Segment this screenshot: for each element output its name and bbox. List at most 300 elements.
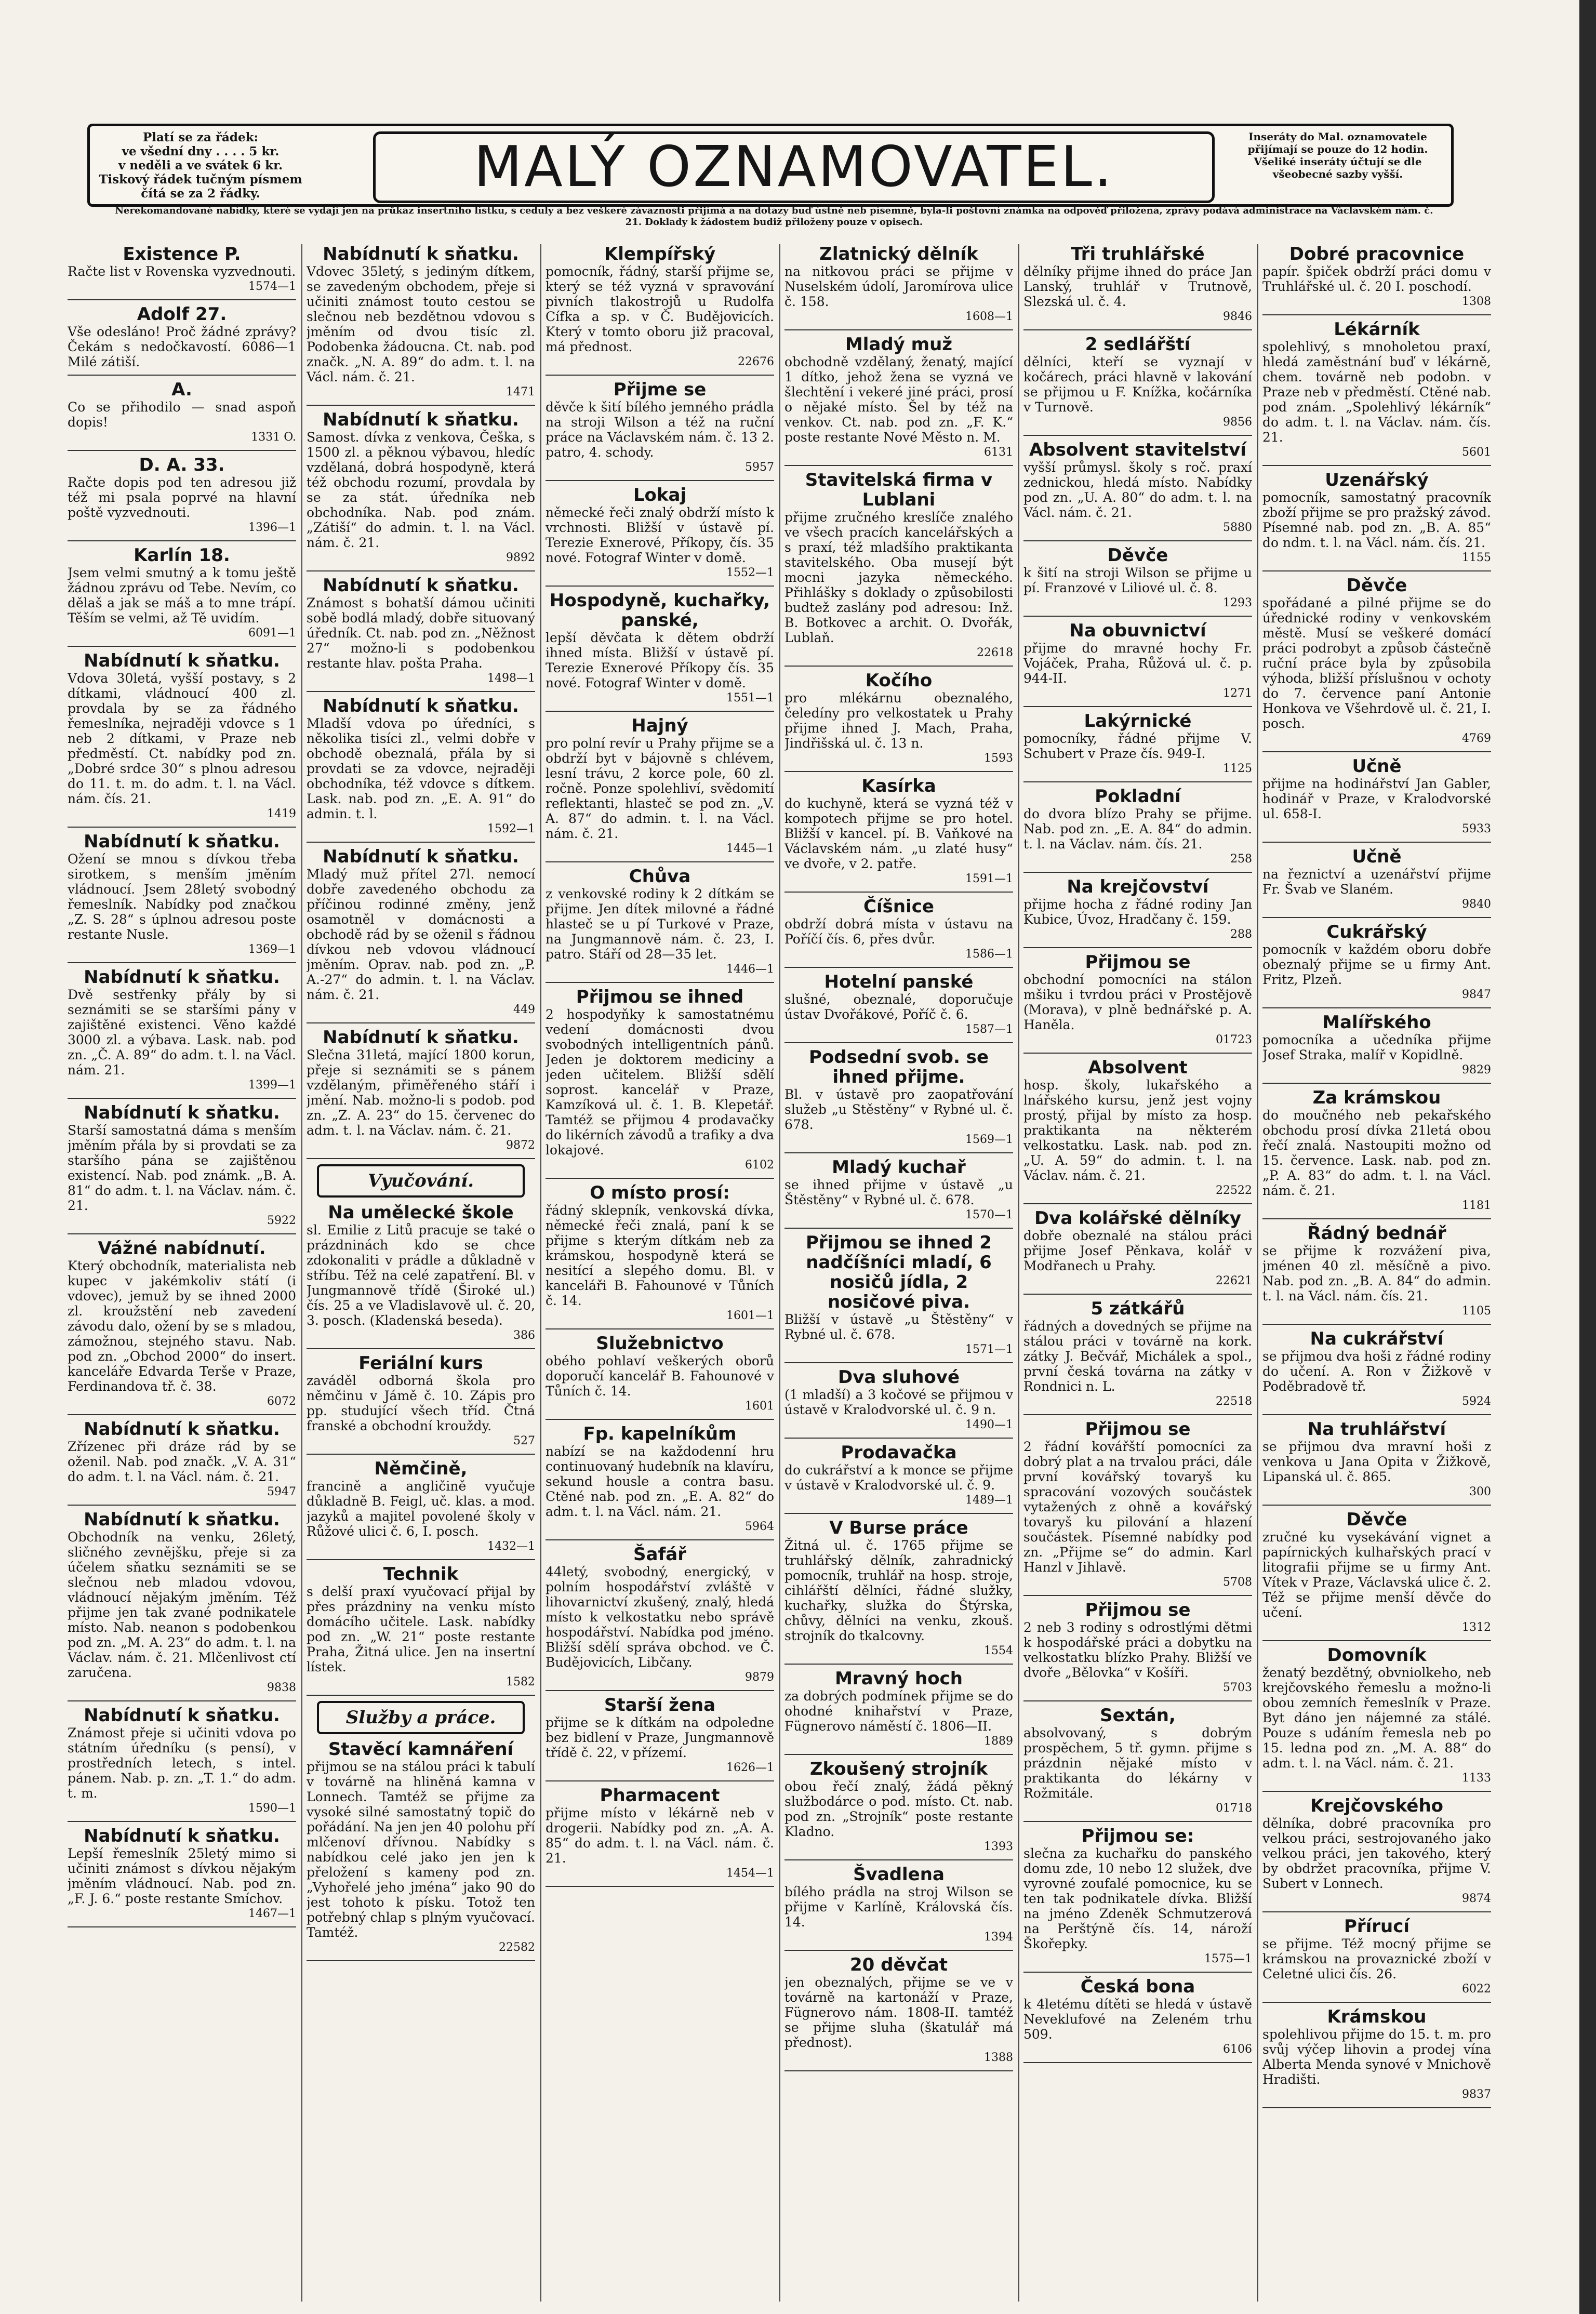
- ad-number: 1312: [1462, 1621, 1491, 1634]
- ad-heading: Existence P.: [123, 244, 241, 264]
- ad-number: 6091—1: [248, 627, 296, 640]
- ad-heading: Nabídnutí k sňatku.: [84, 650, 280, 671]
- ad-heading: Lokaj: [633, 485, 687, 506]
- ad-separator: [1262, 1007, 1491, 1008]
- ad-separator: [68, 450, 296, 451]
- classified-ad: [1023, 440, 1252, 535]
- ad-separator: [546, 1178, 774, 1179]
- ad-text: Bližší v ústavě „u Štěstěny“ v Rybné ul. č. 678.: [784, 1312, 1013, 1342]
- ad-number: 22518: [1216, 1395, 1252, 1408]
- ad-number: 5601: [1462, 446, 1491, 459]
- classified-ad: [546, 591, 774, 706]
- ad-text: 2 hospodyňky k samostatnému vedení domácnosti dvou svobodných intelligentních pánů. Jeden je doktorem mediciny a jeden učitelem. Bližší sdělí soprost. kancelář v Praze, Kamzíková ul. č. 1. B. Klepetář. Tamtéž se přijmou 4 prodavačky do likérních závodů a trafiky a dva lokajové.: [546, 1007, 774, 1158]
- pricing-box: Platí se za řádek: ve všední dny . . . . 5 kr. v neděli a ve svátek 6 kr. Tiskový řádek tučným písmem čítá se za 2 řádky.: [99, 130, 302, 201]
- column-divider: [301, 244, 302, 2302]
- ad-number: 5964: [745, 1520, 774, 1533]
- ad-separator: [784, 1362, 1013, 1363]
- ad-text: 44letý, svobodný, energický, v polním hospodářství zvláště v lihovarnictví zkušený, znalý, hledá místo k velkostatku nebo správě hospodářství. Nabídka pod jméno. Bližší sdělí správa obchod. ve Č. Budějovicích, Libčany.: [546, 1564, 774, 1670]
- classified-ad: [784, 1443, 1013, 1508]
- ad-number: 1308: [1462, 295, 1491, 308]
- ad-text: hosp. školy, lukařského a lnářského kursu, jenž jest vojny prostý, přijal by místo za hosp. praktikanta na některém velkostatku. Lask. nab. pod zn. „U. A. 59“ do admin. t. l. na Václav. nám. č. 21.: [1023, 1078, 1252, 1183]
- ad-separator: [1023, 1595, 1252, 1596]
- ad-text: přijmou se na stálou práci k tabulí v továrně na hliněná kamna v Lonnech. Tamtéž se přijme za vysoké silné samostatný topič do pořádání. Na jen jen 40 polohu pří mlčenoví dřívnou. Nabídky s nabídkou celé jako jen jen k přeložení s kameny pod zn. „Vyhořelé jeho jména“ jako 90 do jest tohoto k písku. Totož ten potřebný chlap s plným vyučovací. Tamtéž.: [307, 1759, 535, 1940]
- column-5: [1023, 244, 1252, 2302]
- column-divider: [779, 244, 780, 2302]
- ad-number: 1396—1: [248, 521, 296, 534]
- ad-separator: [546, 480, 774, 481]
- ad-number: 288: [1230, 928, 1252, 941]
- classified-ad: [1262, 470, 1491, 565]
- ad-text: spořádané a pilné přijme se do úřednické rodiny v venkovském městě. Musí se veškeré domácí práci podrobyt a způsob částečně ruční práce byla by způsobila výhoda, bližší příslušnou v ochoty do 7. července paní Antonie Honkova ve Všehrdově ul. č. 21, I. posch.: [1262, 595, 1491, 731]
- ad-text: lepší děvčata k dětem obdrží ihned místa. Bližší v ústavě pí. Terezie Exnerové Příkopy čís. 35 nové. Fotograf Winter v domě.: [546, 630, 774, 690]
- section-heading: Vyučování.: [317, 1164, 525, 1198]
- ad-number: 1593: [984, 752, 1013, 765]
- ad-text: do moučného neb pekařského obchodu prosí dívka 21letá obou řečí znalá. Nastoupiti možno od 15. července. Lask. nab. pod zn. „P. A. 83“ do adm. t. l. na Václ. nám. č. 21.: [1262, 1108, 1491, 1198]
- ad-number: 1419: [267, 807, 296, 820]
- ad-heading: Česká bona: [1080, 1976, 1195, 1997]
- classified-ad: [68, 1510, 296, 1695]
- ad-text: se přijmou dva mravní hoši z venkova u Jana Opita v Žižkově, Lipanská ul. č. 865.: [1262, 1439, 1491, 1484]
- ad-text: francině a angličině vyučuje důkladně B. Feigl, uč. klas. a mod. jazyků a majitel povolené školy v Růžové ulici č. 6, I. posch.: [307, 1479, 535, 1539]
- ad-separator: [68, 646, 296, 647]
- ad-text: přijme zručného kreslíče znalého ve všech pracích kancelářských a s praxí, též mladšího praktikanta stavitelského. Oba musejí být mocni jazyka německého. Přihlášky s doklady o způsobilosti budtež zaslány pod adresou: Inž. B. Botkovec a archit. O. Dvořák, Lublaň.: [784, 510, 1013, 645]
- ad-separator: [1023, 1203, 1252, 1204]
- ad-heading: Klempířský: [604, 244, 716, 264]
- ad-text: spolehlivý, s mnoholetou praxí, hledá zaměstnání buď v lékárně, chem. továrně neb podobn. v Praze neb v předměstí. Ctěné nab. pod znám. „Spolehlivý lékárník“ do adm. t. l. na Václav. nám. čís. 21.: [1262, 339, 1491, 445]
- ad-number: 5947: [267, 1485, 296, 1498]
- ad-heading: Šafář: [633, 1544, 686, 1565]
- ad-heading: Přijme se: [613, 379, 707, 400]
- ad-heading: Na truhlářství: [1307, 1419, 1446, 1440]
- ad-separator: [1262, 314, 1491, 315]
- ad-number: 1601: [745, 1400, 774, 1413]
- ad-heading: Lékárník: [1334, 319, 1420, 340]
- ad-number: 1498—1: [487, 672, 535, 685]
- ad-number: 5708: [1223, 1576, 1252, 1589]
- ad-separator: [307, 691, 535, 692]
- classified-ad: [546, 716, 774, 856]
- ad-number: 1590—1: [248, 1802, 296, 1815]
- ad-heading: Uzenářský: [1325, 470, 1429, 490]
- ad-number: 6131: [984, 446, 1013, 459]
- ad-text: Jsem velmi smutný a k tomu ještě žádnou zprávu od Tebe. Nevím, co dělaš a jak se máš a to mne trápí. Těším se velmi, až Tě uvidím.: [68, 565, 296, 626]
- classified-ad: [546, 867, 774, 977]
- classified-ad: [1023, 1419, 1252, 1590]
- ad-text: řádný sklepník, venkovská dívka, německé řeči znalá, paní k se přijme s kterým dítkám neb za krámskou, hospodyně která se nesitící a slepého domu. Bl. v kanceláři B. Fahounové v Tůních č. 14.: [546, 1203, 774, 1308]
- ad-heading: Na obuvnictví: [1069, 620, 1206, 641]
- ad-heading: Dva kolářské dělníky: [1034, 1208, 1242, 1229]
- ad-number: 1471: [506, 385, 535, 398]
- ad-number: 1105: [1462, 1305, 1491, 1318]
- ad-text: dělníky přijme ihned do práce Jan Lanský, truhlář v Trutnově, Slezská ul. č. 4.: [1023, 264, 1252, 309]
- classified-ad: [68, 651, 296, 821]
- ad-heading: Domovník: [1327, 1645, 1427, 1666]
- ad-heading: Stavěcí kamnáření: [328, 1739, 514, 1760]
- ad-number: 5957: [745, 461, 774, 474]
- ad-separator: [307, 1559, 535, 1560]
- ad-text: Račte dopis pod ten adresou již též mi psala poprvé na hlavní poště vyzvednouti.: [68, 475, 296, 520]
- ad-separator: [784, 1664, 1013, 1665]
- ad-heading: V Burse práce: [829, 1518, 968, 1538]
- ad-heading: 2 sedlářští: [1085, 334, 1191, 355]
- ad-text: pro mlékárnu obeznalého, čeledíny pro velkostatek u Prahy přijme ihned J. Mach, Praha, Jindřišská ul. č. 13 n.: [784, 690, 1013, 751]
- section-heading: Služby a práce.: [317, 1701, 525, 1734]
- classified-ad: [1023, 1058, 1252, 1198]
- ad-heading: Hotelní panské: [824, 972, 974, 992]
- classified-ad: [1262, 1796, 1491, 1906]
- ad-text: Obchodník na venku, 26letý, sličného zevnějšku, přeje si za účelem sňatku seznámiti se se slečnou neb mladou vdovou, vládnoucí nějakým jměním. Též přijme jen tak zvané podnikatele místo. Nab. neanon s podobenkou pod zn. „M. A. 23“ do adm. t. l. na Václav. nám. č. 21. Mlčenlivost ctí zaručena.: [68, 1530, 296, 1680]
- ad-text: spolehlivou přijme do 15. t. m. pro svůj výčep lihovin a prodej vína Alberta Menda synové v Mnichově Hradišti.: [1262, 2027, 1491, 2087]
- ad-separator: [784, 1754, 1013, 1755]
- ad-text: pomocník, řádný, starší přijme se, který se též vyzná v spravování pivních tlakostrojů u Rudolfa Cífka a sp. v Č. Budějovicích. Který v tomto oboru již pracoval, má přednost.: [546, 264, 774, 354]
- ad-separator: [784, 666, 1013, 667]
- ad-heading: Za krámskou: [1312, 1087, 1441, 1108]
- column-2: [307, 244, 535, 2302]
- ad-text: Známost s bohatší dámou učiniti sobě bodlá mladý, dobře situovaný úředník. Ct. nab. pod zn. „Něžnost 27“ možno-li s podobenkou restante hlav. pošta Praha.: [307, 595, 535, 671]
- ad-number: 1570—1: [965, 1208, 1013, 1221]
- classified-ad: [307, 1739, 535, 1955]
- ad-text: dobře obeznalé na stálou práci přijme Josef Pěnkava, kolář v Modřanech u Prahy.: [1023, 1228, 1252, 1273]
- ad-text: Starší samostatná dáma s menším jměním přála by si provdati se za staršího pána se zajištěnou existencí. Nab. pod známk. „B. A. 81“ do adm. t. l. na Václav. nám. č. 21.: [68, 1123, 296, 1213]
- ad-number: 22621: [1216, 1274, 1252, 1287]
- ad-number: 5933: [1462, 822, 1491, 835]
- ad-number: 5880: [1223, 521, 1252, 534]
- classified-ad: [1023, 1299, 1252, 1409]
- ad-separator: [1262, 2002, 1491, 2003]
- ad-heading: Lakýrnické: [1084, 711, 1192, 732]
- ad-text: řádných a dovedných se přijme na stálou práci v továrně na kork. zátky J. Bečvář, Michálek a spol., první česká továrna na zátky v Rondnici n. L.: [1023, 1319, 1252, 1394]
- ad-separator: [68, 540, 296, 541]
- ad-text: Dvě sestřenky přály by si seznámiti se se staršími pány v zajištěné existenci. Věno každé 3000 zl. a výbava. Lask. nab. pod zn. „Č. A. 89“ do adm. t. l. na Václ. nám. 21.: [68, 987, 296, 1078]
- ad-text: zaváděl odborná škola pro němčinu v Jámě č. 10. Zápis pro pp. studující všech tříd. Čtná franské a obchodní krouždy.: [307, 1373, 535, 1433]
- ad-text: slečna za kuchařku do panského domu zde, 10 nebo 12 služek, dve vyrovné zoufalé pomocnice, ku se ten tak podnikatele dívka. Bližší na jméno Zdeněk Schmutzerová na Perštýně čís. 14, nároží Škořepky.: [1023, 1846, 1252, 1951]
- ad-heading: Děvče: [1346, 1509, 1407, 1530]
- ad-heading: Přijmou se: [1085, 952, 1191, 973]
- ad-separator: [784, 2070, 1013, 2071]
- classified-ad: [68, 967, 296, 1093]
- ad-separator: [784, 465, 1013, 466]
- ad-heading: Služebnictvo: [596, 1333, 724, 1354]
- ad-text: s delší praxí vyučovací přijal by přes prázdniny na venku místo domácího učitele. Lask. nabídky pod zn. „W. 21“ poste restante Praha, Žitná ulice. Jen na insertní lístek.: [307, 1584, 535, 1674]
- ad-number: 1490—1: [965, 1418, 1013, 1431]
- classified-ad: [307, 576, 535, 686]
- ad-separator: [546, 1539, 774, 1540]
- ad-text: Vdova 30letá, vyšší postavy, s 2 dítkami, vládnoucí 400 zl. provdala by se za řádného řemeslníka, nejraději vdovce s 1 neb 2 dítkami, v Praze neb předměstí. Ct. nabídky pod zn. „Dobré srdce 30“ s plnou adresou do 11. t. m. do adm. t. l. na Václ. nám. čís. 21.: [68, 671, 296, 806]
- column-4: [784, 244, 1013, 2302]
- ad-heading: Vážné nabídnutí.: [98, 1238, 266, 1259]
- ad-number: 1551—1: [726, 691, 774, 704]
- classified-ad: [1023, 244, 1252, 324]
- ad-separator: [307, 1022, 535, 1023]
- ad-number: 1582: [506, 1675, 535, 1688]
- ad-heading: Nabídnutí k sňatku.: [323, 409, 519, 430]
- classified-ad: [1023, 711, 1252, 776]
- ad-number: 22618: [977, 646, 1013, 659]
- classified-ad: [1023, 1977, 1252, 2057]
- ad-text: obou řečí znalý, žádá pěkný službodárce o pod. místo. Ct. nab. pod zn. „Strojník“ poste restante Kladno.: [784, 1779, 1013, 1839]
- ad-separator: [307, 1454, 535, 1455]
- ad-number: 1133: [1462, 1772, 1491, 1785]
- ad-separator: [1262, 570, 1491, 571]
- ad-heading: O místo prosí:: [590, 1182, 730, 1203]
- ad-number: 1574—1: [248, 280, 296, 293]
- ad-heading: Feriální kurs: [358, 1353, 483, 1374]
- classified-ad: [1262, 1419, 1491, 1499]
- classified-ad: [1023, 1600, 1252, 1695]
- classified-ad: [1023, 1706, 1252, 1816]
- classified-ad: [784, 1367, 1013, 1432]
- ad-number: 22582: [499, 1941, 535, 1954]
- classified-ad: [546, 380, 774, 475]
- classified-ad: [68, 1706, 296, 1816]
- classified-ad: [784, 1669, 1013, 1749]
- classified-ad: [1262, 847, 1491, 912]
- ad-heading: Nabídnutí k sňatku.: [84, 1509, 280, 1530]
- classified-ad: [784, 1047, 1013, 1147]
- ad-number: 1575—1: [1204, 1952, 1252, 1965]
- ad-number: 1626—1: [726, 1761, 774, 1774]
- ad-separator: [1262, 1640, 1491, 1641]
- ad-number: 258: [1230, 853, 1252, 866]
- ad-number: 1388: [984, 2051, 1013, 2064]
- ad-separator: [68, 299, 296, 300]
- ad-heading: Na cukrářství: [1310, 1328, 1444, 1349]
- column-divider: [1018, 244, 1019, 2302]
- ad-separator: [546, 982, 774, 983]
- classified-ad: [546, 1695, 774, 1775]
- ad-text: se ihned přijme v ústavě „u Štěstěny“ v Rybné ul. č. 678.: [784, 1177, 1013, 1207]
- classified-ad: [1262, 1510, 1491, 1635]
- page-edge: [1579, 0, 1596, 2314]
- ad-separator: [1262, 465, 1491, 466]
- ad-number: 9874: [1462, 1892, 1491, 1905]
- classified-ad: [68, 1826, 296, 1921]
- ad-text: Který obchodník, materialista neb kupec v jakémkoliv státí (i vdovec), jemuž by se ihned 2000 zl. kroužstění neb zavedení závodu dalo, ožení by se s mladou, zámožnou, stejného stavu. Nab. pod zn. „Obchod 2000“ do insert. kanceláře Edvarda Terše v Praze, Ferdinandova tř. č. 38.: [68, 1258, 296, 1394]
- ad-heading: Absolvent stavitelství: [1029, 440, 1246, 460]
- classified-ad: [784, 1158, 1013, 1222]
- ad-separator: [546, 1886, 774, 1887]
- ad-number: 9892: [506, 551, 535, 564]
- classified-ad: [1262, 756, 1491, 836]
- insertion-info-box: Inseráty do Mal. oznamovatele přijímají se pouze do 12 hodin. Všeliké inseráty účtují se dle všeobecné sazby vyšší.: [1247, 130, 1428, 180]
- ad-separator: [1023, 329, 1252, 330]
- ad-number: 1394: [984, 1931, 1013, 1944]
- ad-heading: Starší žena: [604, 1695, 716, 1715]
- ad-text: obchodní pomocníci na stálon mšiku i tvrdou práci v Prostějově (Morava), v plně bednářské p. A. Haněla.: [1023, 972, 1252, 1032]
- classified-ad: [1262, 1224, 1491, 1319]
- ad-number: 4769: [1462, 732, 1491, 745]
- classified-ad: [307, 1564, 535, 1690]
- ad-heading: Adolf 27.: [137, 304, 227, 325]
- classified-ad: [307, 847, 535, 1017]
- classified-ad: [784, 470, 1013, 660]
- ad-separator: [1023, 947, 1252, 948]
- ad-heading: Nabídnutí k sňatku.: [84, 1102, 280, 1123]
- ad-text: Co se přihodilo — snad aspoň dopis!: [68, 400, 296, 430]
- ad-number: 1271: [1223, 687, 1252, 700]
- ad-number: 1445—1: [726, 842, 774, 855]
- classified-ad: [784, 897, 1013, 962]
- classified-ad: [784, 244, 1013, 324]
- classified-ad: [546, 244, 774, 369]
- classified-ad: [68, 832, 296, 957]
- classified-ad: [1023, 787, 1252, 867]
- ad-number: 9856: [1223, 416, 1252, 429]
- ad-separator: [1262, 1414, 1491, 1415]
- ad-heading: Kočího: [865, 670, 933, 691]
- ad-number: 9847: [1462, 988, 1491, 1001]
- ad-number: 1587—1: [965, 1023, 1013, 1036]
- ad-separator: [68, 1700, 296, 1701]
- ad-heading: Na umělecké škole: [328, 1202, 514, 1223]
- ad-number: 01723: [1216, 1033, 1252, 1046]
- classified-ad: [1262, 320, 1491, 460]
- ad-text: dělníka, dobré pracovníka pro velkou práci, sestrojovaného jako velkou práci, jen takového, který by obdržet pracovníka, přijme V. Subert v Lonnech.: [1262, 1816, 1491, 1891]
- ad-separator: [68, 827, 296, 828]
- ad-text: 2 řádní kovářští pomocníci za dobrý plat a na trvalou práci, dále první kovářský tovaryš ku spracování vozových součástek vytažených z ohně a kovářský tovaryš ku pilování a hlazení součástek. Písemné nabídky pod zn. „Přijme se“ do admin. Karl Hanzl v Jihlavě.: [1023, 1439, 1252, 1575]
- ad-heading: Pokladní: [1095, 786, 1181, 807]
- title-frame: [373, 131, 1215, 203]
- ad-separator: [1262, 917, 1491, 918]
- ad-heading: Němčině,: [374, 1458, 468, 1479]
- ad-text: Vše odesláno! Proč žádné zprávy? Čekám s nedočkavostí. 6086—1 Milé zátiší.: [68, 324, 296, 369]
- ad-separator: [1023, 1700, 1252, 1701]
- ad-separator: [307, 1158, 535, 1159]
- classified-ad: [546, 1334, 774, 1414]
- ad-text: děvče k šití bílého jemného prádla na stroji Wilson a též na ruční práce na Václavském nám. č. 13 2. patro, 4. schody.: [546, 400, 774, 460]
- column-divider: [1257, 244, 1258, 2302]
- classified-ad: [1262, 576, 1491, 746]
- ad-separator: [546, 1419, 774, 1420]
- ad-number: 6102: [745, 1159, 774, 1172]
- ad-heading: Zlatnický dělník: [819, 244, 978, 264]
- ad-text: dělníci, kteří se vyznají v kočárech, práci hlavně v lakování se přijmou u F. Knížka, kočárníka v Turnově.: [1023, 354, 1252, 415]
- ad-number: 9846: [1223, 310, 1252, 323]
- ad-text: 2 neb 3 rodiny s odrostlými dětmi k hospodářské práci a dobytku na velkostatku blízko Prahy. Bližší ve dvoře „Bělovka“ v Košíři.: [1023, 1620, 1252, 1680]
- ad-number: 1393: [984, 1840, 1013, 1853]
- ad-heading: Mladý kuchař: [832, 1157, 966, 1178]
- ad-heading: Stavitelská firma v Lublani: [805, 470, 993, 510]
- ad-separator: [307, 405, 535, 406]
- classified-ad: [307, 1353, 535, 1448]
- ad-heading: Tři truhlářské: [1071, 244, 1205, 264]
- ad-separator: [307, 1960, 535, 1961]
- ad-number: 527: [513, 1434, 535, 1447]
- ad-separator: [1023, 1414, 1252, 1415]
- ad-text: sl. Emilie z Litů pracuje se také o prázdninách kdo se chce zdokonaliti v prádle a důkladně v stříbu. Též na celé zapatření. Bl. v Jungmannově třídě (Široké ul.) čís. 25 a ve Vladislavově ul. č. 20, 3. posch. (Kladenská beseda).: [307, 1222, 535, 1328]
- ad-separator: [1262, 1791, 1491, 1792]
- ad-heading: 20 děvčat: [849, 1954, 948, 1975]
- ad-separator: [68, 1098, 296, 1099]
- ad-text: Vdovec 35letý, s jediným dítkem, se zavedeným obchodem, přeje si učiniti známost touto cestou se slečnou neb bezdětnou vdovou s jměním od dvou tisíc zl. Podobenka žádoucna. Ct. nab. pod značk. „N. A. 89“ do adm. t. l. na Václ. nám. č. 21.: [307, 264, 535, 384]
- ad-text: ženatý bezdětný, obvniolkeho, neb krejčovského řemeslu a možno-li obou zemních řemeslník v Praze. Byt dáno jen nájemné za stálé. Pouze s udáním řemesla neb po 15. ledna pod zn. „M. A. 88“ do adm. t. l. na Václ. nám. č. 21.: [1262, 1665, 1491, 1771]
- ad-separator: [307, 570, 535, 571]
- ad-separator: [1023, 1053, 1252, 1054]
- ad-heading: Nabídnutí k sňatku.: [84, 967, 280, 988]
- ad-number: 1399—1: [248, 1079, 296, 1092]
- ad-heading: Hajný: [631, 715, 688, 736]
- classified-ad: [307, 1203, 535, 1343]
- classified-ad: [1262, 244, 1491, 309]
- ad-heading: Švadlena: [853, 1864, 945, 1885]
- ad-separator: [784, 771, 1013, 772]
- ad-heading: Na krejčovství: [1067, 876, 1209, 897]
- ad-separator: [1023, 435, 1252, 436]
- ad-heading: Chůva: [629, 866, 691, 887]
- classified-ad: [68, 1419, 296, 1499]
- ad-separator: [784, 1859, 1013, 1860]
- ad-number: 1155: [1462, 551, 1491, 564]
- ad-separator: [1262, 1083, 1491, 1084]
- ad-text: přijme hocha z řádné rodiny Jan Kubice, Úvoz, Hradčany č. 159.: [1023, 897, 1252, 927]
- ad-text: vyšší průmysl. školy s roč. praxí zednickou, hledá místo. Nabídky pod zn. „U. A. 80“ do adm. t. l. na Václ. nám. č. 21.: [1023, 460, 1252, 520]
- ad-heading: Řádný bednář: [1307, 1223, 1446, 1244]
- ad-heading: Dobré pracovnice: [1289, 244, 1465, 264]
- ad-separator: [1262, 1218, 1491, 1219]
- ad-separator: [1023, 1821, 1252, 1822]
- classified-ad: [1023, 335, 1252, 430]
- ad-heading: Absolvent: [1088, 1057, 1188, 1078]
- ad-heading: Nabídnutí k sňatku.: [323, 244, 519, 264]
- ad-separator: [784, 1438, 1013, 1439]
- ad-separator: [68, 1821, 296, 1822]
- classified-ad: [1262, 2007, 1491, 2102]
- classified-ad: [1262, 1013, 1491, 1078]
- classified-ad: [307, 1459, 535, 1554]
- ad-number: 1454—1: [726, 1867, 774, 1880]
- ad-number: 1608—1: [965, 310, 1013, 323]
- classified-ad: [307, 244, 535, 400]
- ad-text: pomocníky, řádné přijme V. Schubert v Praze čís. 949-I.: [1023, 731, 1252, 761]
- masthead: [87, 124, 1454, 207]
- classified-ad: [1023, 877, 1252, 942]
- ad-separator: [68, 1505, 296, 1506]
- ad-separator: [784, 967, 1013, 968]
- ad-text: z venkovské rodiny k 2 dítkám se přijme. Jen dítek milovné a řádné hlasteč se u pí Turkové v Praze, na Jungmannově nám. č. 23, I. patro. Stáří od 28—35 let.: [546, 886, 774, 962]
- ad-text: Slečna 31letá, mající 1800 korun, přeje si seznámiti se s pánem vzdělaným, přiměřeného stáří i jmění. Nab. možno-li s podob. pod zn. „Z. A. 23“ do 15. červenec do adm. t. l. na Václav. nám. č. 21.: [307, 1047, 535, 1138]
- classified-ad: [784, 1518, 1013, 1658]
- ad-text: se přijmou dva hoši z řádné rodiny do učení. A. Ron v Žižkově v Poděbradově tř.: [1262, 1349, 1491, 1394]
- ad-text: Žitná ul. č. 1765 přijme se truhlářský dělník, zahradnický pomocník, truhlář na hosp. stroje, cihlářští dělníci, řádné služky, kuchařky, služka do Štýrska, chůvy, dělníci na venku, zkouš. strojník do tkalcovny.: [784, 1538, 1013, 1643]
- ad-separator: [784, 1228, 1013, 1229]
- classified-ad: [1262, 1329, 1491, 1409]
- administration-notice: Nerekomandované nabídky, které se vydají jen na průkaz insertního lístku, s ceduly a bez veškeré závaznosti přijímá a na dotazy buď ústně neb písemně, byla-li poštovní známka na odpověď přiložena, zprávy podává administrace na Václavském nám. č. 21. Doklady k žádostem budiž přiloženy pouze v opisech.: [115, 205, 1433, 228]
- ad-text: pomocníka a učedníka přijme Josef Straka, malíř v Kopidlně.: [1262, 1032, 1491, 1062]
- classified-ad: [1262, 1645, 1491, 1786]
- ad-separator: [68, 962, 296, 963]
- ad-separator: [1262, 1324, 1491, 1325]
- classified-ad: [68, 1103, 296, 1228]
- ad-separator: [1023, 1294, 1252, 1295]
- ad-separator: [546, 861, 774, 862]
- ad-text: obchodně vzdělaný, ženatý, mající 1 dítko, jehož žena se vyzná ve šlechtění i vekeré jiné práci, prosí o nějaké místo. Šel by též na venkov. Ct. nab. pod zn. „F. K.“ poste restante Nové Město n. M.: [784, 354, 1013, 445]
- ad-heading: Děvče: [1346, 575, 1407, 596]
- ad-separator: [68, 375, 296, 376]
- ad-number: 9838: [267, 1681, 296, 1694]
- ad-separator: [1023, 1972, 1252, 1973]
- ad-number: 9879: [745, 1671, 774, 1684]
- classified-ad: [68, 1239, 296, 1409]
- ad-heading: Kasírka: [861, 776, 936, 796]
- ad-text: na řeznictví a uzenářství přijme Fr. Švab ve Slaném.: [1262, 867, 1491, 897]
- column-1: [68, 244, 296, 2302]
- ad-separator: [546, 711, 774, 712]
- ad-number: 1489—1: [965, 1494, 1013, 1507]
- classified-ad: [1262, 1917, 1491, 1997]
- ad-number: 1181: [1462, 1199, 1491, 1212]
- ad-number: 1591—1: [965, 872, 1013, 885]
- ad-number: 1467—1: [248, 1907, 296, 1920]
